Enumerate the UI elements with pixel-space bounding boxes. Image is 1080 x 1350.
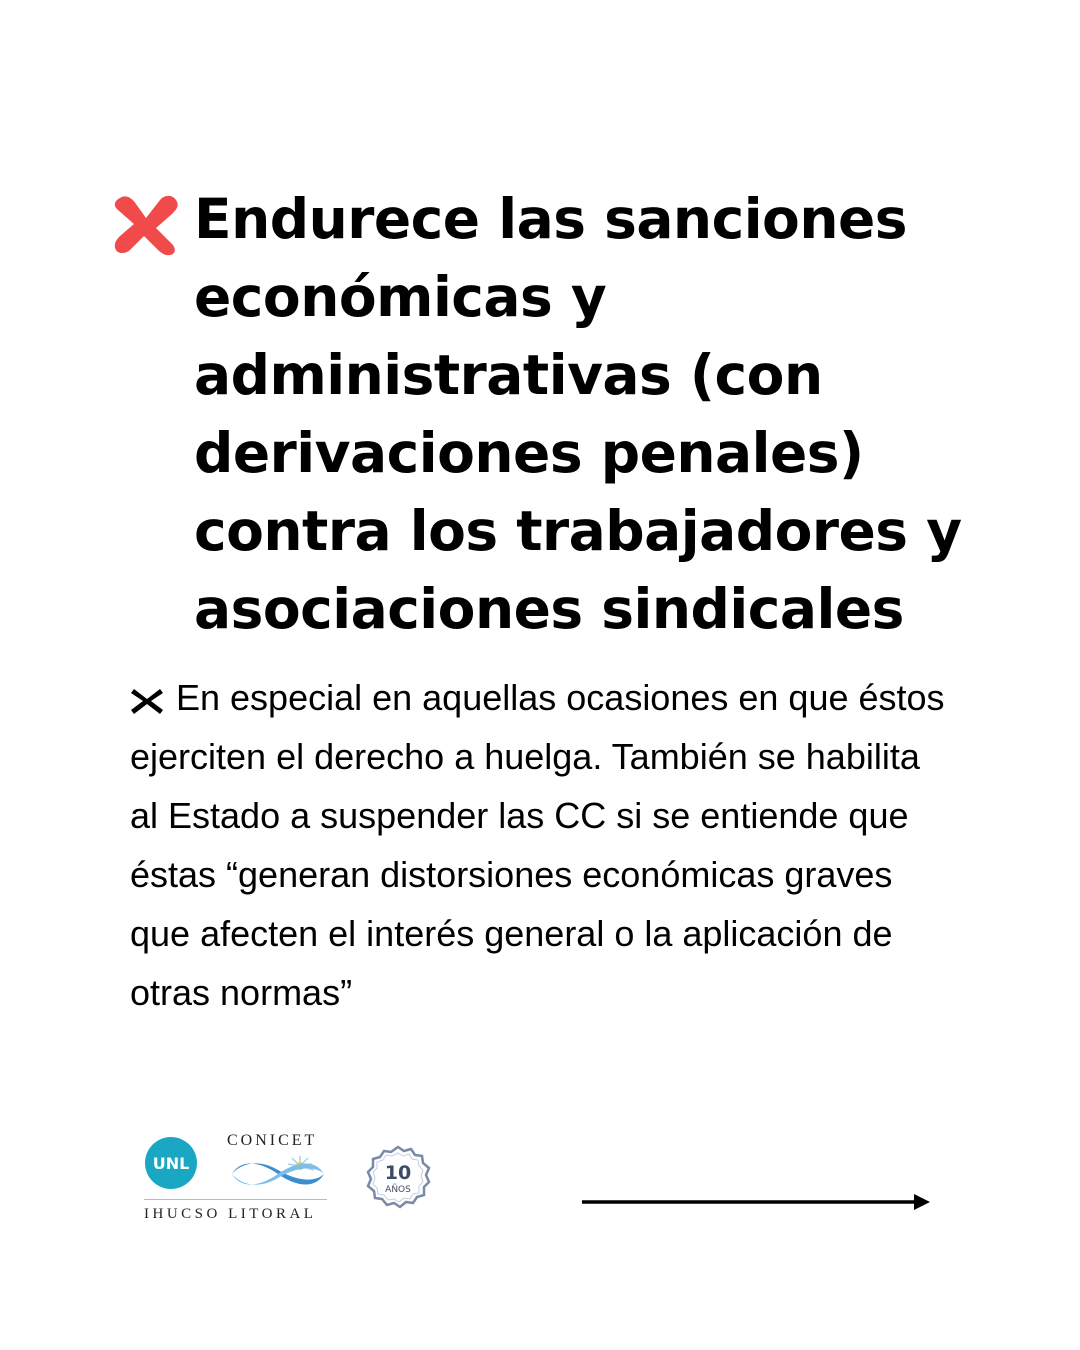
headline-line: económicas y: [194, 265, 607, 329]
body-paragraph: [130, 668, 1010, 1022]
institution-logos: [140, 1130, 440, 1230]
unl-logo: UNL: [145, 1137, 197, 1189]
body-line: otras normas”: [130, 972, 353, 1013]
logo-divider: [144, 1199, 327, 1200]
headline-line: administrativas (con: [194, 343, 823, 407]
multiplication-x-icon: [130, 686, 164, 716]
conicet-label: CONICET: [227, 1132, 318, 1149]
body-line: que afecten el interés general o la aplicación de: [130, 913, 893, 954]
ten-years-badge: [365, 1145, 431, 1211]
conicet-logo-icon: [228, 1152, 328, 1192]
headline-line: contra los trabajadores y: [194, 499, 962, 563]
ihucso-litoral-label: IHUCSO LITORAL: [144, 1206, 317, 1222]
body-line: al Estado a suspender las CC si se entiende que: [130, 795, 909, 836]
body-line: ejerciten el derecho a huelga. También se habilita: [130, 736, 920, 777]
body-line: éstas “generan distorsiones económicas graves: [130, 854, 893, 895]
right-arrow-icon[interactable]: [580, 1190, 932, 1214]
body-block: [130, 668, 1010, 1022]
headline-line: asociaciones sindicales: [194, 577, 904, 641]
headline: [194, 180, 974, 648]
headline-line: Endurece las sanciones: [194, 187, 908, 251]
badge-label: AÑOS: [385, 1185, 411, 1195]
headline-line: derivaciones penales): [194, 421, 864, 485]
body-line: En especial en aquellas ocasiones en que éstos: [176, 677, 945, 718]
cross-mark-icon: [110, 192, 182, 256]
badge-number: 10: [384, 1162, 412, 1184]
